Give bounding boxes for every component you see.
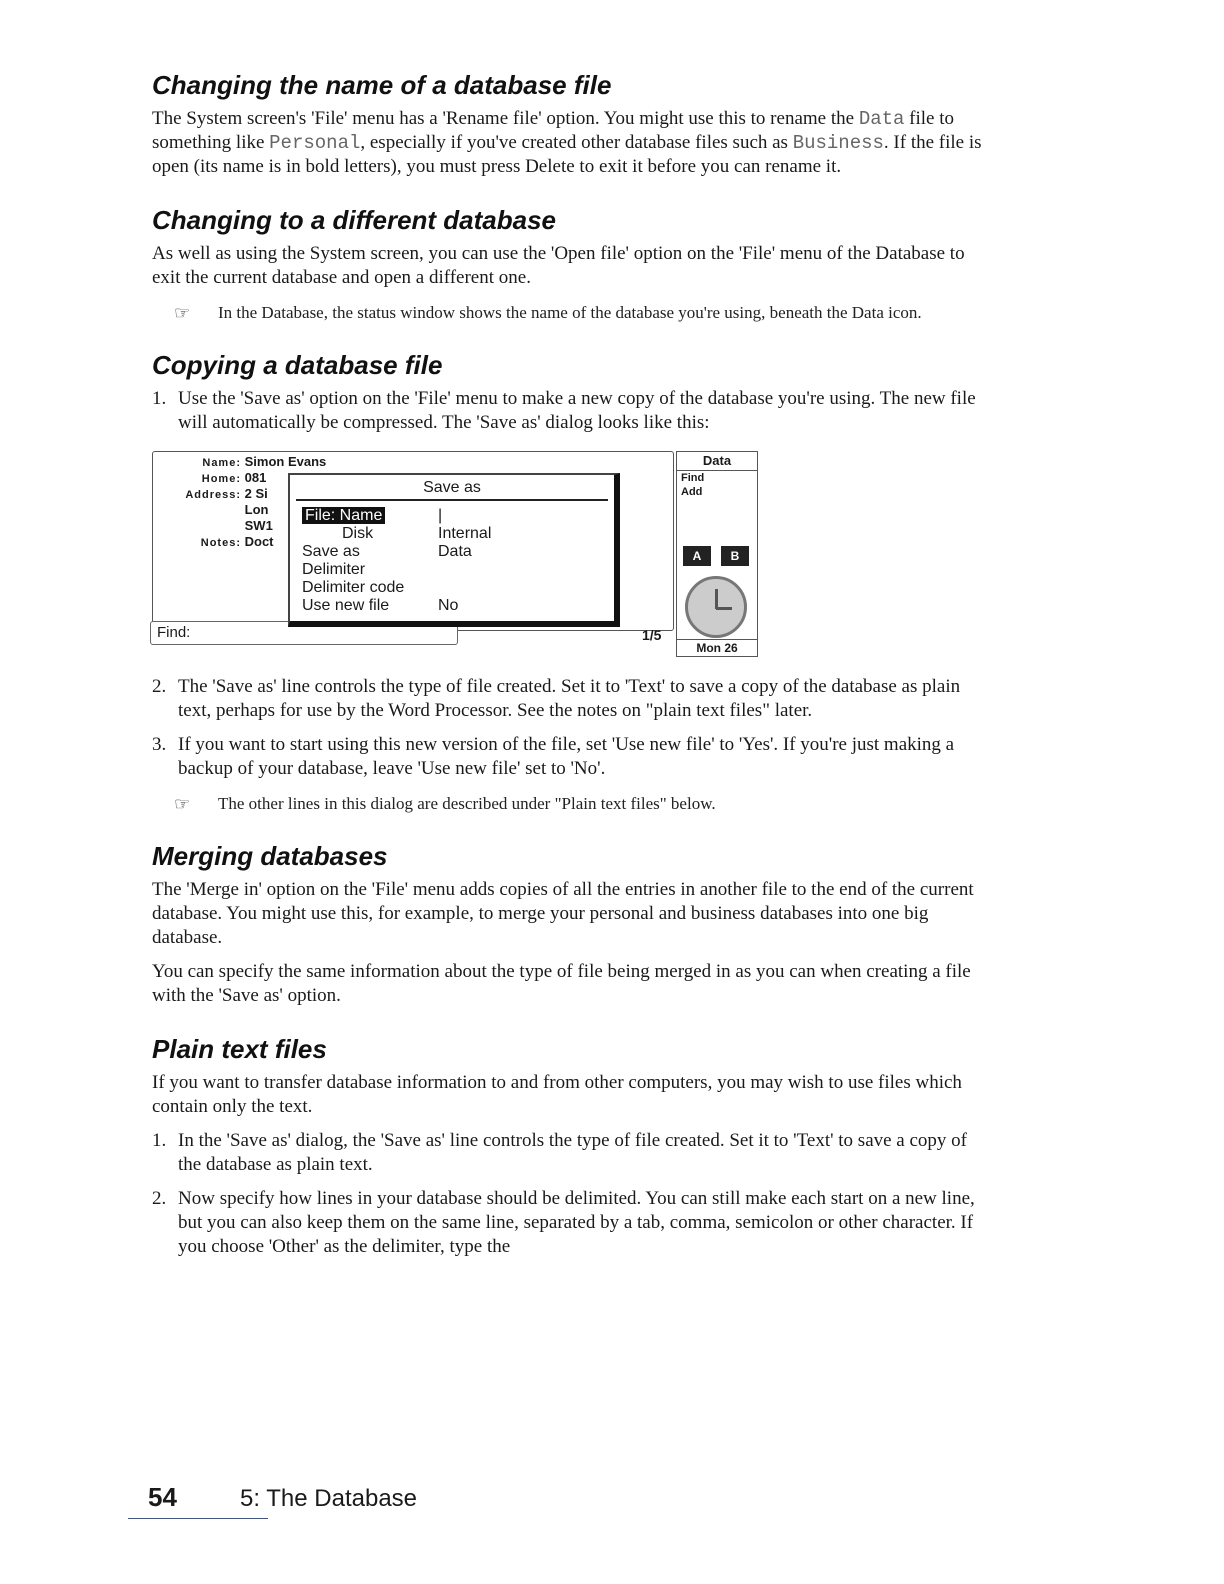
heading-plain: Plain text files: [152, 1034, 327, 1064]
record-line: Address: 2 Si: [185, 486, 268, 501]
status-item-add[interactable]: Add: [681, 486, 703, 498]
rename-paragraph: The System screen's 'File' menu has a 'Rename file' option. You might use this to rename the Data file to something like Personal, especially if you've created other database files such as Business. If the file is open (its name is in bold letters), you must press Delete to exit it before you can rename it.: [152, 108, 982, 177]
status-title: Data: [677, 452, 757, 471]
button-b[interactable]: B: [721, 546, 749, 566]
status-item-find[interactable]: Find: [681, 472, 705, 484]
pointing-hand-icon: ☞: [174, 794, 191, 814]
section-copy: [152, 350, 982, 815]
heading-merge: Merging databases: [152, 841, 388, 871]
list-item: 1. Use the 'Save as' option on the 'File' menu to make a new copy of the database you're using. The new file will automatically be compressed. The 'Save as' dialog looks like this:: [152, 388, 976, 433]
button-a[interactable]: A: [683, 546, 711, 566]
page-footer: [148, 1482, 417, 1513]
plain-steps: [152, 1129, 982, 1259]
dialog-row-disk[interactable]: Disk Internal: [342, 525, 492, 542]
screenshot-save-as: [152, 451, 762, 657]
chapter-title: 5: The Database: [240, 1485, 418, 1512]
record-line: SW1: [244, 518, 273, 533]
record-line: Notes: Doct: [200, 534, 274, 549]
heading-rename: Changing the name of a database file: [152, 70, 612, 100]
note-change: [174, 302, 982, 324]
section-merge: [152, 841, 982, 1008]
footer-rule: [128, 1518, 268, 1519]
save-as-dialog: [288, 473, 620, 627]
record-count: 1/5: [642, 627, 662, 643]
dialog-row-use-new-file[interactable]: Use new file No: [302, 597, 459, 614]
dialog-title: Save as: [296, 477, 608, 501]
copy-steps: [152, 387, 982, 435]
page-content: [152, 70, 982, 1285]
date-display: Mon 26: [677, 639, 757, 656]
code-data: Data: [858, 108, 905, 130]
status-buttons: [683, 546, 749, 566]
status-window: [676, 451, 758, 657]
page-number: 54: [148, 1482, 177, 1512]
note-text: In the Database, the status window shows the name of the database you're using, beneath the Data icon.: [218, 303, 922, 322]
plain-paragraph: If you want to transfer database information to and from other computers, you may wish to use files which contain only the text.: [152, 1072, 962, 1117]
list-item: 1. In the 'Save as' dialog, the 'Save as' line controls the type of file created. Set it to 'Text' to save a copy of the database as plain text.: [152, 1130, 968, 1175]
section-plain: [152, 1034, 982, 1259]
section-rename: [152, 70, 982, 179]
record-line: Home: 081: [201, 470, 267, 485]
record-line: Name: Simon Evans: [202, 454, 327, 469]
heading-change: Changing to a different database: [152, 205, 557, 235]
code-personal: Personal: [269, 132, 361, 154]
code-business: Business: [792, 132, 884, 154]
merge-paragraph-1: The 'Merge in' option on the 'File' menu adds copies of all the entries in another file to the end of the current database. You might use this, for example, to merge your personal and business databases into one big database.: [152, 879, 974, 948]
change-paragraph: As well as using the System screen, you can use the 'Open file' option on the 'File' menu of the Database to exit the current database and open a different one.: [152, 243, 965, 288]
note-text: The other lines in this dialog are described under "Plain text files" below.: [218, 794, 716, 813]
dialog-row-delimiter-code[interactable]: Delimiter code: [302, 579, 405, 596]
section-change: [152, 205, 982, 324]
copy-steps-continued: [152, 675, 982, 781]
dialog-row-file-name[interactable]: File: Name |: [302, 507, 442, 525]
dialog-row-save-as[interactable]: Save as Data: [302, 543, 472, 560]
heading-copy: Copying a database file: [152, 350, 443, 380]
list-item: 2. The 'Save as' line controls the type of file created. Set it to 'Text' to save a copy of the database as plain text, perhaps for use by the Word Processor. See the notes on "plain text files" later.: [152, 676, 961, 721]
list-item: 2. Now specify how lines in your database should be delimited. You can still make each start on a new line, but you can also keep them on the same line, separated by a tab, comma, semicolon or other character. If you choose 'Other' as the delimiter, type the: [152, 1188, 975, 1257]
merge-paragraph-2: You can specify the same information about the type of file being merged in as you can when creating a file with the 'Save as' option.: [152, 961, 971, 1006]
pointing-hand-icon: ☞: [174, 303, 191, 323]
dialog-row-delimiter[interactable]: Delimiter: [302, 561, 366, 578]
list-item: 3. If you want to start using this new version of the file, set 'Use new file' to 'Yes'. If you're just making a backup of your database, leave 'Use new file' set to 'No'.: [152, 734, 955, 779]
note-copy: [174, 793, 982, 815]
record-line: Lon: [244, 502, 269, 517]
clock-icon: [685, 576, 747, 638]
find-input[interactable]: Find:: [150, 621, 458, 645]
